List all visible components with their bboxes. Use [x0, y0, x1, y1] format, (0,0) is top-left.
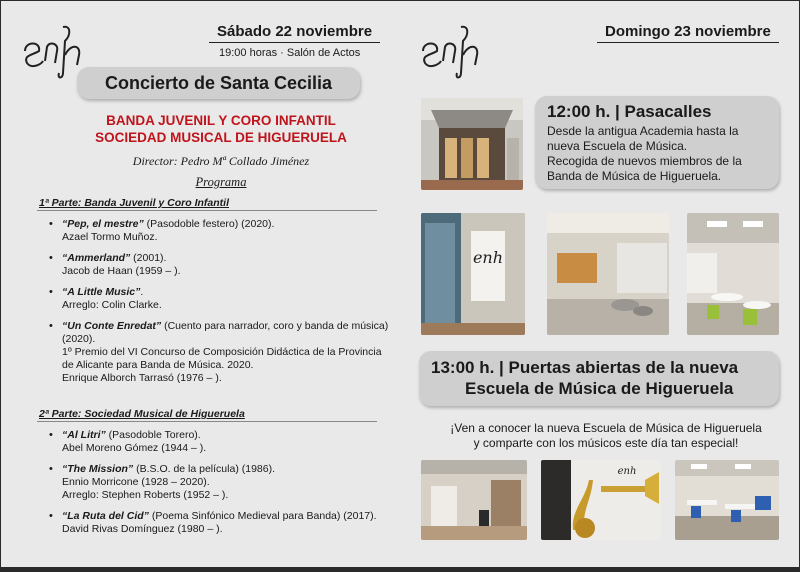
academy-entrance-photo	[421, 98, 523, 190]
part2-works	[49, 429, 389, 544]
work-detail: (2001).	[130, 252, 167, 264]
instruments-mural-photo	[541, 460, 661, 540]
svg-text:enh: enh	[472, 248, 504, 267]
invitation-line: y comparte con los músicos este día tan especial!	[473, 436, 739, 450]
part1-works	[49, 218, 389, 393]
work-title-line	[62, 320, 389, 346]
work-detail: (Pasodoble Torero).	[105, 429, 201, 441]
event1-desc-line: Banda de Música de Higueruela.	[547, 169, 722, 183]
program-work	[49, 429, 389, 455]
work-title: “A Little Music”	[62, 286, 141, 298]
new-school-sign-photo	[421, 213, 525, 335]
work-title-line	[62, 218, 389, 231]
part2-heading: 2ª Parte: Sociedad Musical de Higueruela	[39, 408, 245, 420]
empty-room-photo	[421, 460, 527, 540]
part1-heading: 1ª Parte: Banda Juvenil y Coro Infantil	[39, 197, 230, 209]
work-title: “Al Litri”	[62, 429, 106, 441]
sunday-date: Domingo 23 noviembre	[597, 21, 779, 43]
work-title-line	[62, 510, 389, 523]
program-work	[49, 320, 389, 385]
right-panel	[401, 1, 799, 567]
work-title: “Un Conte Enredat”	[62, 320, 162, 332]
event2-card	[419, 351, 779, 406]
desks-room-photo	[675, 460, 779, 540]
left-panel	[1, 1, 401, 567]
band-line-1: BANDA JUVENIL Y CORO INFANTIL	[106, 113, 336, 128]
event2-title-line1: 13:00 h. | Puertas abiertas de la nueva	[431, 358, 739, 377]
work-credit: Arreglo: Colin Clarke.	[62, 299, 162, 311]
event1-desc-line: nueva Escuela de Música.	[547, 139, 688, 153]
work-title-line	[62, 463, 389, 476]
work-detail: .	[140, 286, 144, 298]
work-title: “The Mission”	[62, 463, 134, 475]
event1-desc-line: Desde la antigua Academia hasta la	[547, 124, 739, 138]
work-credit: Enrique Alborch Tarrasó (1976 – ).	[62, 372, 222, 384]
work-credit: 1º Premio del VI Concurso de Composición Didáctica de la Provincia de Alicante para Banda de Música. 2020.	[62, 346, 382, 371]
time-place: 19:00 horas · Salón de Actos	[219, 47, 361, 59]
work-credit: Jacob de Haan (1959 – ).	[62, 265, 181, 277]
work-detail: (B.S.O. de la película) (1986).	[133, 463, 276, 475]
svg-text:enh: enh	[617, 466, 637, 477]
event1-desc-line: Recogida de nuevos miembros de la	[547, 154, 742, 168]
event2-title-line2: Escuela de Música de Higueruela	[465, 379, 734, 398]
director: Director: Pedro Mª Collado Jiménez	[132, 154, 310, 168]
programa-heading: Programa	[195, 175, 247, 189]
divider	[37, 421, 377, 422]
event1-description	[547, 124, 767, 184]
flyer	[1, 1, 799, 567]
invitation-text	[421, 421, 791, 451]
work-credit: Azael Tormo Muñoz.	[62, 231, 158, 243]
program-work	[49, 218, 389, 244]
saturday-date: Sábado 22 noviembre	[209, 21, 380, 43]
work-title: “Pep, el mestre”	[62, 218, 144, 230]
work-title-line	[62, 252, 389, 265]
program-work	[49, 463, 389, 502]
work-credit: David Rivas Domínguez (1980 – ).	[62, 523, 223, 535]
event1-time: 12:00 h. | Pasacalles	[547, 102, 712, 121]
work-title: “Ammerland”	[62, 252, 131, 264]
program-work	[49, 510, 389, 536]
work-detail: (Pasodoble festero) (2020).	[143, 218, 275, 230]
divider	[37, 210, 377, 211]
classroom-photo	[687, 213, 779, 335]
work-credit: Ennio Morricone (1928 – 2020).	[62, 476, 210, 488]
school-logo	[417, 21, 487, 81]
event1-card	[535, 96, 779, 189]
work-title: “La Ruta del Cid”	[62, 510, 149, 522]
work-title-line	[62, 429, 389, 442]
work-detail: (Cuento para narrador, coro y banda de música) (2020).	[62, 320, 389, 345]
concert-title: Concierto de Santa Cecilia	[77, 67, 360, 99]
work-detail: (Poema Sinfónico Medieval para Banda) (2017).	[148, 510, 377, 522]
work-credit: Arreglo: Stephen Roberts (1952 – ).	[62, 489, 229, 501]
invitation-line: ¡Ven a conocer la nueva Escuela de Música de Higueruela	[450, 421, 762, 435]
lobby-photo	[547, 213, 669, 335]
program-work	[49, 286, 389, 312]
program-work	[49, 252, 389, 278]
band-line-2: SOCIEDAD MUSICAL DE HIGUERUELA	[95, 130, 347, 145]
work-credit: Abel Moreno Gómez (1944 – ).	[62, 442, 207, 454]
work-title-line	[62, 286, 389, 299]
